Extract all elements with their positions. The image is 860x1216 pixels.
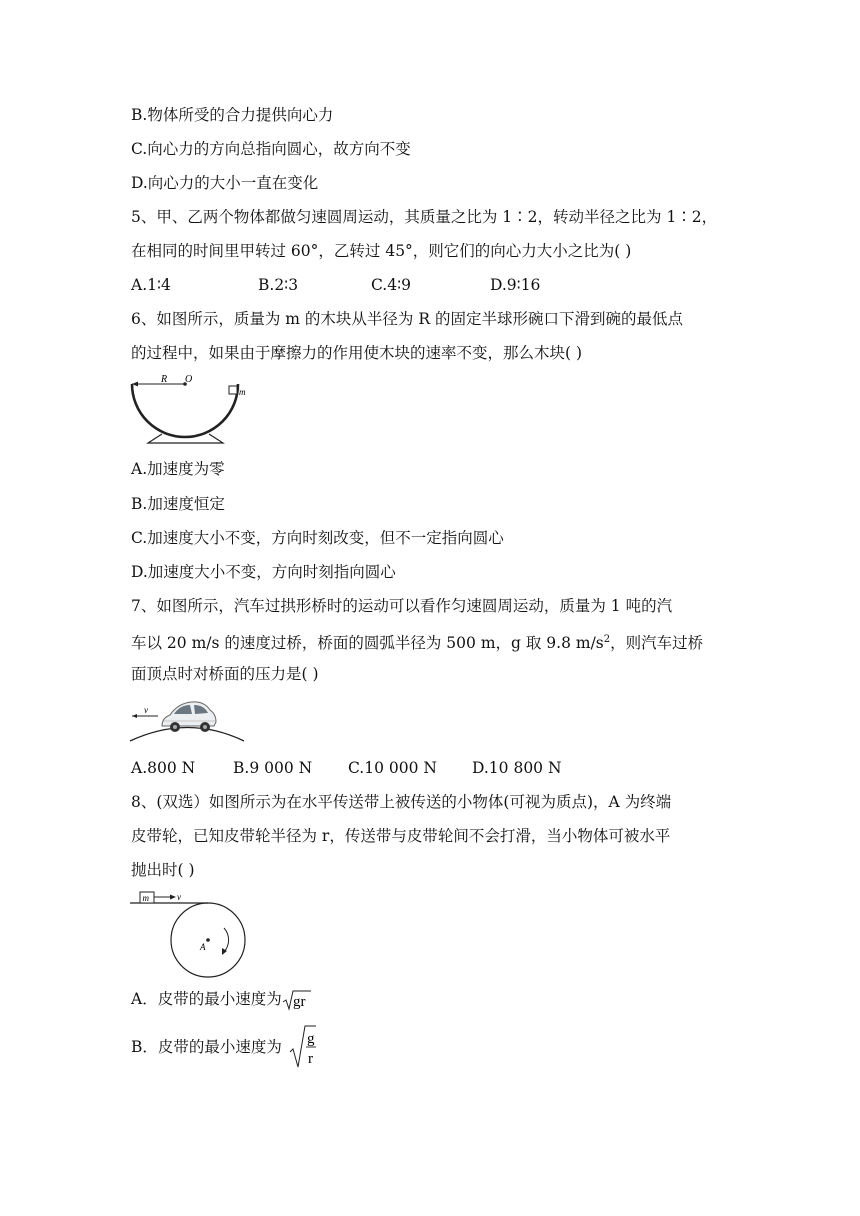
q8-stem-line3: 抛出时( ) xyxy=(131,861,195,879)
q7-option-b: B.9 000 N xyxy=(233,759,313,777)
q7-option-c: C.10 000 N xyxy=(348,759,437,777)
conveyor-label-v: v xyxy=(177,892,181,902)
q5-stem-line1: 5、甲、乙两个物体都做匀速圆周运动，其质量之比为 1∶2，转动半径之比为 1∶2， xyxy=(131,208,718,226)
sqrt-g-over-r xyxy=(289,1024,317,1070)
q6-option-c: C.加速度大小不变，方向时刻改变，但不一定指向圆心 xyxy=(131,529,504,547)
q7-stem-line1: 7、如图所示，汽车过拱形桥时的运动可以看作匀速圆周运动，质量为 1 吨的汽 xyxy=(131,597,673,615)
fraction-numerator-g: g xyxy=(307,1031,315,1047)
conveyor-figure xyxy=(128,886,253,981)
sqrt-gr xyxy=(282,989,312,1011)
q4-option-b: B.物体所受的合力提供向心力 xyxy=(131,106,334,124)
q7-option-a: A.800 N xyxy=(131,759,196,777)
conveyor-label-m: m xyxy=(142,893,149,903)
q6-option-d: D.加速度大小不变，方向时刻指向圆心 xyxy=(131,563,396,581)
q6-option-b: B.加速度恒定 xyxy=(131,495,225,513)
q5-option-d: D.9∶16 xyxy=(490,276,541,294)
conveyor-label-a: A xyxy=(200,942,206,952)
q5-option-a: A.1∶4 xyxy=(131,276,171,294)
q4-option-c: C.向心力的方向总指向圆心，故方向不变 xyxy=(131,140,411,158)
bowl-label-o: O xyxy=(185,374,193,385)
q4-option-d: D.向心力的大小一直在变化 xyxy=(131,174,319,192)
q6-stem-line1: 6、如图所示，质量为 m 的木块从半径为 R 的固定半球形碗口下滑到碗的最低点 xyxy=(131,310,683,328)
q5-option-b: B.2∶3 xyxy=(258,276,299,294)
q7-stem-line3: 面顶点时对桥面的压力是( ) xyxy=(131,665,319,683)
q8-option-b-text: B．皮带的最小速度为 xyxy=(131,1038,282,1056)
q7-option-d: D.10 800 N xyxy=(472,759,562,777)
bridge-car-figure xyxy=(128,694,248,746)
bowl-label-m: m xyxy=(239,387,246,397)
q5-stem-line2: 在相同的时间里甲转过 60°，乙转过 45°，则它们的向心力大小之比为( ) xyxy=(131,242,632,260)
q6-option-a: A.加速度为零 xyxy=(131,460,225,478)
q7-superscript: 2 xyxy=(603,634,611,645)
bridge-label-v: v xyxy=(144,705,148,715)
bowl-figure xyxy=(128,372,253,448)
q8-stem-line2: 皮带轮，已知皮带轮半径为 r，传送带与皮带轮间不会打滑，当小物体可被水平 xyxy=(131,827,671,845)
q5-option-c: C.4∶9 xyxy=(371,276,411,294)
q7-stem-line2-b: ，则汽车过桥 xyxy=(610,634,704,653)
q8-option-a-text: A．皮带的最小速度为 xyxy=(131,990,282,1008)
sqrt-gr-radicand: gr xyxy=(292,994,306,1010)
q7-stem-line2 xyxy=(131,630,703,653)
q8-stem-line1: 8、(双选）如图所示为在水平传送带上被传送的小物体(可视为质点)，A 为终端 xyxy=(131,793,672,811)
bowl-label-r: R xyxy=(161,374,168,385)
fraction-denominator-r: r xyxy=(308,1051,313,1067)
q8-option-a xyxy=(131,989,312,1011)
q7-stem-line2-a: 车以 20 m/s 的速度过桥，桥面的圆弧半径为 500 m，g 取 9.8 m/s xyxy=(131,634,604,653)
q6-stem-line2: 的过程中，如果由于摩擦力的作用使木块的速率不变，那么木块( ) xyxy=(131,344,583,362)
